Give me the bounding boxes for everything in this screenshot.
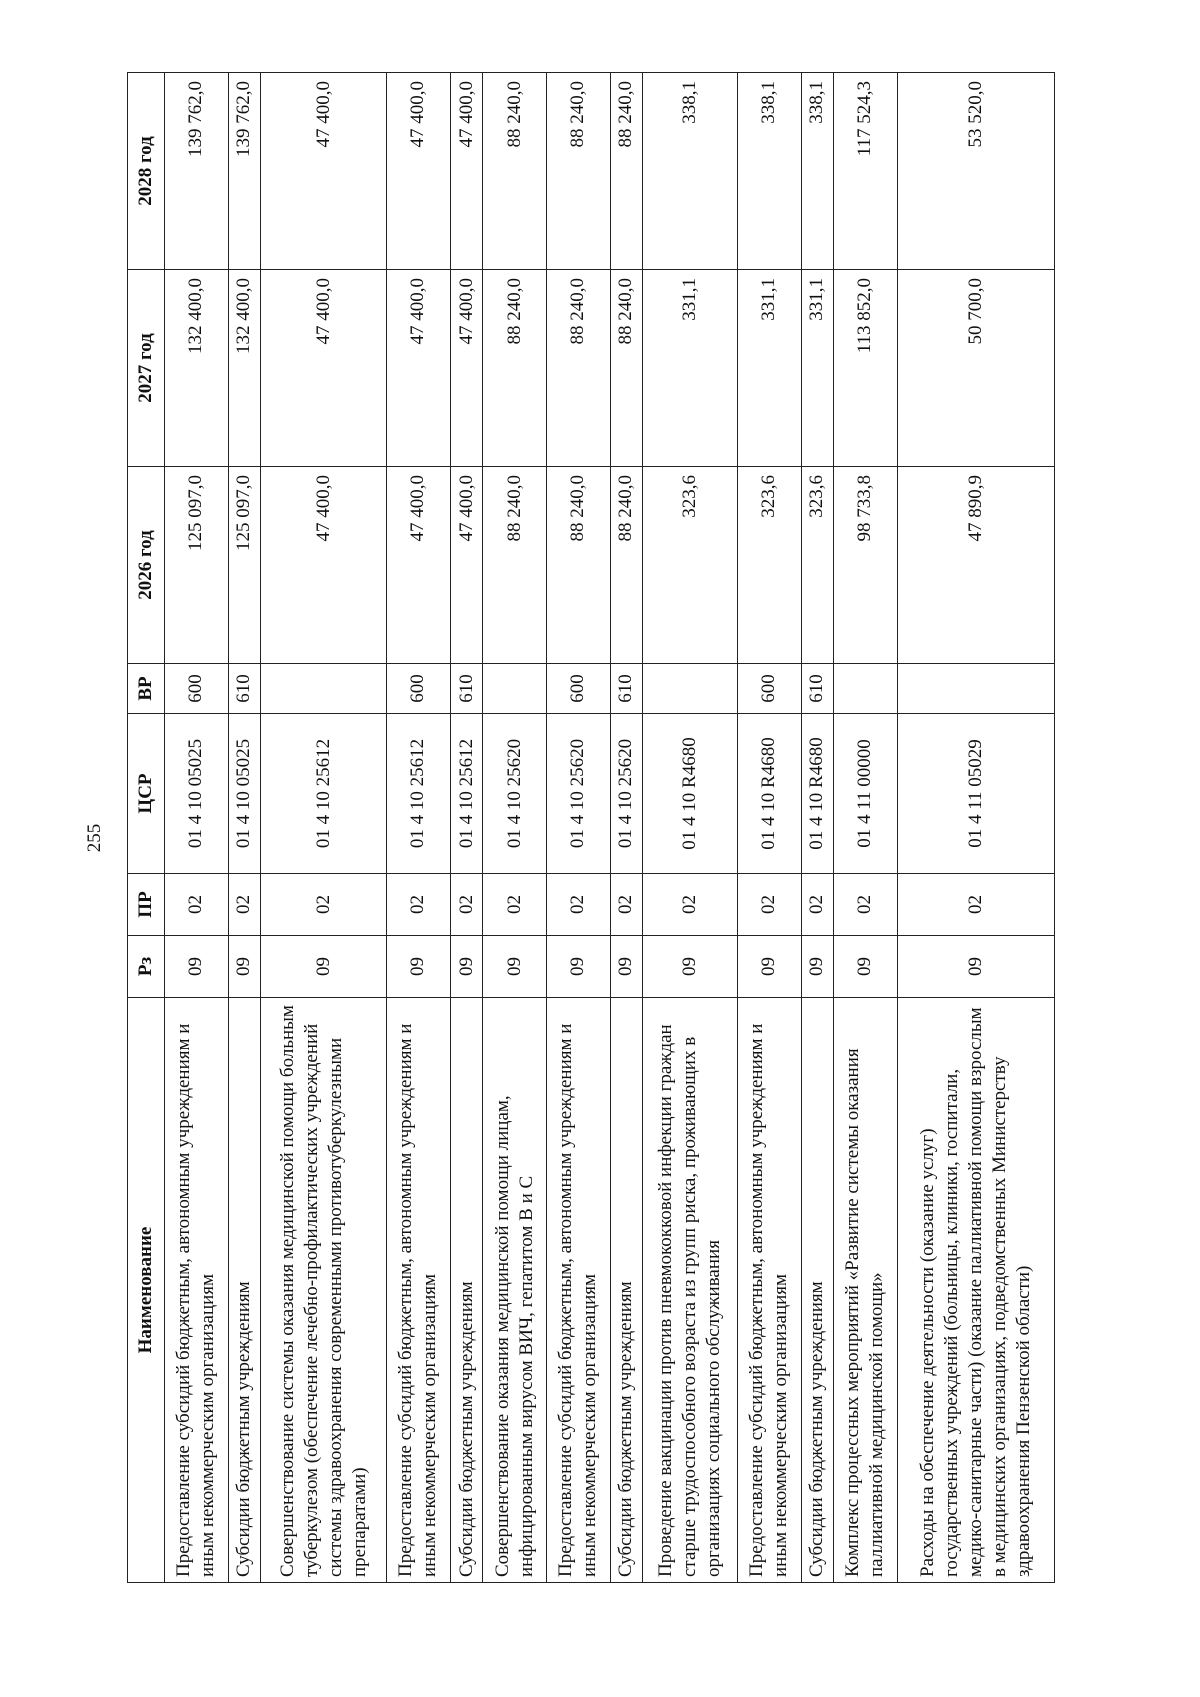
cell-name: Субсидии бюджетным учреждениям: [450, 998, 482, 1583]
header-2026: 2026 год: [128, 467, 165, 664]
cell-name: Субсидии бюджетным учреждениям: [228, 998, 260, 1583]
cell-csr: 01 4 10 R4680: [801, 714, 833, 874]
cell-2026: 47 400,0: [450, 467, 482, 664]
cell-2027: 88 240,0: [546, 270, 610, 467]
cell-2026: 323,6: [737, 467, 801, 664]
cell-name: Предоставление субсидий бюджетным, автономным учреждениям и иным некоммерческим организациям: [165, 998, 229, 1583]
table-row: [483, 73, 547, 1583]
cell-name: Субсидии бюджетным учреждениям: [610, 998, 642, 1583]
table-row: [897, 73, 1054, 1583]
cell-name: Субсидии бюджетным учреждениям: [801, 998, 833, 1583]
table-row: [228, 73, 260, 1583]
cell-pr: 02: [387, 874, 451, 936]
page-number: 255: [84, 823, 105, 853]
cell-2027: 88 240,0: [483, 270, 547, 467]
table-row: [610, 73, 642, 1583]
cell-rz: 09: [387, 936, 451, 998]
cell-2027: 50 700,0: [897, 270, 1054, 467]
cell-2028: 88 240,0: [546, 73, 610, 270]
cell-2027: 331,1: [737, 270, 801, 467]
cell-csr: 01 4 11 00000: [834, 714, 898, 874]
cell-name: Предоставление субсидий бюджетным, автономным учреждениям и иным некоммерческим организациям: [546, 998, 610, 1583]
cell-vr: [483, 664, 547, 714]
cell-rz: 09: [165, 936, 229, 998]
table-row: [801, 73, 833, 1583]
cell-pr: 02: [801, 874, 833, 936]
cell-csr: 01 4 10 R4680: [643, 714, 738, 874]
cell-rz: 09: [483, 936, 547, 998]
cell-vr: 610: [228, 664, 260, 714]
cell-2026: 47 400,0: [387, 467, 451, 664]
cell-rz: 09: [897, 936, 1054, 998]
cell-vr: [643, 664, 738, 714]
cell-pr: 02: [897, 874, 1054, 936]
cell-vr: 610: [610, 664, 642, 714]
cell-csr: 01 4 10 25612: [387, 714, 451, 874]
cell-pr: 02: [165, 874, 229, 936]
cell-2028: 338,1: [643, 73, 738, 270]
cell-2028: 117 524,3: [834, 73, 898, 270]
cell-2028: 338,1: [801, 73, 833, 270]
cell-name: Совершенствование оказания медицинской помощи лицам, инфицированным вирусом ВИЧ, гепатитом В и С: [483, 998, 547, 1583]
table-row: [261, 73, 387, 1583]
cell-2028: 139 762,0: [165, 73, 229, 270]
cell-pr: 02: [834, 874, 898, 936]
table-row: [546, 73, 610, 1583]
cell-csr: 01 4 10 25612: [261, 714, 387, 874]
cell-2027: 331,1: [801, 270, 833, 467]
header-rz: Рз: [128, 936, 165, 998]
cell-2026: 323,6: [643, 467, 738, 664]
cell-csr: 01 4 10 25612: [450, 714, 482, 874]
cell-2026: 88 240,0: [483, 467, 547, 664]
cell-csr: 01 4 10 25620: [610, 714, 642, 874]
cell-2026: 323,6: [801, 467, 833, 664]
cell-2026: 47 890,9: [897, 467, 1054, 664]
cell-2027: 47 400,0: [261, 270, 387, 467]
header-name: Наименование: [128, 998, 165, 1583]
cell-rz: 09: [546, 936, 610, 998]
cell-2027: 47 400,0: [387, 270, 451, 467]
budget-table: [127, 72, 1055, 1583]
cell-rz: 09: [610, 936, 642, 998]
cell-csr: 01 4 10 05025: [165, 714, 229, 874]
cell-vr: 600: [387, 664, 451, 714]
header-vr: ВР: [128, 664, 165, 714]
cell-pr: 02: [610, 874, 642, 936]
cell-pr: 02: [228, 874, 260, 936]
cell-2028: 338,1: [737, 73, 801, 270]
cell-2028: 88 240,0: [483, 73, 547, 270]
cell-rz: 09: [834, 936, 898, 998]
cell-pr: 02: [261, 874, 387, 936]
cell-2027: 331,1: [643, 270, 738, 467]
cell-pr: 02: [737, 874, 801, 936]
cell-vr: 600: [546, 664, 610, 714]
cell-2026: 125 097,0: [165, 467, 229, 664]
cell-2028: 47 400,0: [450, 73, 482, 270]
cell-csr: 01 4 10 25620: [546, 714, 610, 874]
header-csr: ЦСР: [128, 714, 165, 874]
cell-pr: 02: [450, 874, 482, 936]
cell-2027: 132 400,0: [228, 270, 260, 467]
table-row: [450, 73, 482, 1583]
cell-rz: 09: [801, 936, 833, 998]
cell-csr: 01 4 10 05025: [228, 714, 260, 874]
cell-2027: 88 240,0: [610, 270, 642, 467]
cell-2026: 88 240,0: [546, 467, 610, 664]
table-row: [643, 73, 738, 1583]
rotated-page-content: [127, 73, 1055, 1583]
header-2027: 2027 год: [128, 270, 165, 467]
cell-name: Комплекс процессных мероприятий «Развитие системы оказания паллиативной медицинской помощи»: [834, 998, 898, 1583]
cell-vr: [261, 664, 387, 714]
cell-2028: 139 762,0: [228, 73, 260, 270]
header-pr: ПР: [128, 874, 165, 936]
cell-csr: 01 4 10 R4680: [737, 714, 801, 874]
cell-vr: 600: [737, 664, 801, 714]
table-row: [165, 73, 229, 1583]
cell-name: Совершенствование системы оказания медицинской помощи больным туберкулезом (обеспечение лечебно-профилактических учреждений системы здравоохранения современными противотуберкулезными препаратами): [261, 998, 387, 1583]
cell-rz: 09: [737, 936, 801, 998]
cell-2028: 47 400,0: [261, 73, 387, 270]
cell-2026: 125 097,0: [228, 467, 260, 664]
cell-2028: 53 520,0: [897, 73, 1054, 270]
table-header-row: [128, 73, 165, 1583]
cell-rz: 09: [261, 936, 387, 998]
table-row: [387, 73, 451, 1583]
cell-vr: 610: [450, 664, 482, 714]
cell-name: Расходы на обеспечение деятельности (оказание услуг) государственных учреждений (больницы, клиники, госпитали, медико-санитарные части) (оказание паллиативной помощи взрослым в медицинских организациях, подведомственных Министерству здравоохранения Пензенской области): [897, 998, 1054, 1583]
cell-name: Проведение вакцинации против пневмококковой инфекции граждан старше трудоспособного возраста из групп риска, проживающих в организациях социального обслуживания: [643, 998, 738, 1583]
cell-csr: 01 4 10 25620: [483, 714, 547, 874]
cell-rz: 09: [450, 936, 482, 998]
cell-2026: 88 240,0: [610, 467, 642, 664]
cell-2027: 132 400,0: [165, 270, 229, 467]
cell-2028: 47 400,0: [387, 73, 451, 270]
table-row: [737, 73, 801, 1583]
cell-2027: 47 400,0: [450, 270, 482, 467]
cell-vr: [897, 664, 1054, 714]
cell-vr: 610: [801, 664, 833, 714]
cell-2026: 98 733,8: [834, 467, 898, 664]
cell-name: Предоставление субсидий бюджетным, автономным учреждениям и иным некоммерческим организациям: [737, 998, 801, 1583]
table-row: [834, 73, 898, 1583]
cell-rz: 09: [228, 936, 260, 998]
cell-rz: 09: [643, 936, 738, 998]
cell-pr: 02: [546, 874, 610, 936]
cell-pr: 02: [643, 874, 738, 936]
cell-2027: 113 852,0: [834, 270, 898, 467]
cell-vr: [834, 664, 898, 714]
cell-2028: 88 240,0: [610, 73, 642, 270]
cell-csr: 01 4 11 05029: [897, 714, 1054, 874]
header-2028: 2028 год: [128, 73, 165, 270]
cell-vr: 600: [165, 664, 229, 714]
cell-2026: 47 400,0: [261, 467, 387, 664]
cell-pr: 02: [483, 874, 547, 936]
cell-name: Предоставление субсидий бюджетным, автономным учреждениям и иным некоммерческим организациям: [387, 998, 451, 1583]
